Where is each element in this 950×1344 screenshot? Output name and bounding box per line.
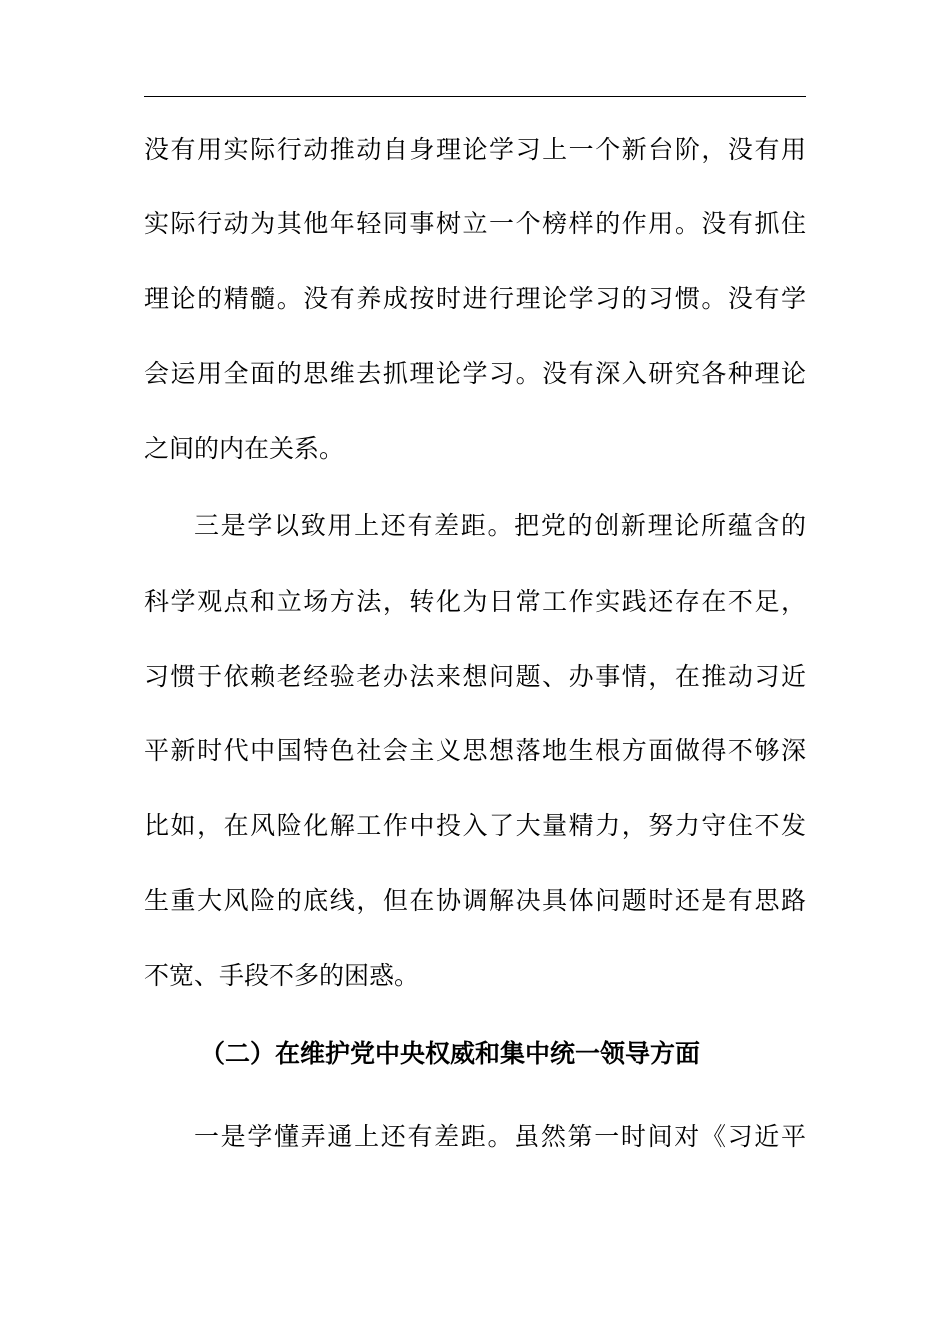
paragraph-2-line-2: 科学观点和立场方法，转化为日常工作实践还存在不足， [144,587,806,616]
paragraph-1-line-5: 之间的内在关系。 [144,434,345,463]
paragraph-2-line-5: 比如，在风险化解工作中投入了大量精力，努力守住不发 [144,811,806,840]
paragraph-1-line-2: 实际行动为其他年轻同事树立一个榜样的作用。没有抓住 [144,209,806,238]
paragraph-2-line-7: 不宽、手段不多的困惑。 [144,961,420,990]
header-rule [144,96,806,97]
paragraph-1-line-4: 会运用全面的思维去抓理论学习。没有深入研究各种理论 [144,359,806,388]
paragraph-2-line-1: 三是学以致用上还有差距。把党的创新理论所蕴含的 [194,511,806,540]
paragraph-2-line-6: 生重大风险的底线，但在协调解决具体问题时还是有思路 [144,886,806,915]
paragraph-2-line-3: 习惯于依赖老经验老办法来想问题、办事情，在推动习近 [144,662,806,691]
paragraph-3-line-1: 一是学懂弄通上还有差距。虽然第一时间对《习近平 [194,1122,806,1151]
section-heading: （二）在维护党中央权威和集中统一领导方面 [200,1039,701,1068]
paragraph-2-line-4: 平新时代中国特色社会主义思想落地生根方面做得不够深 [144,736,806,765]
paragraph-1-line-3: 理论的精髓。没有养成按时进行理论学习的习惯。没有学 [144,284,806,313]
paragraph-1-line-1: 没有用实际行动推动自身理论学习上一个新台阶，没有用 [144,135,806,164]
